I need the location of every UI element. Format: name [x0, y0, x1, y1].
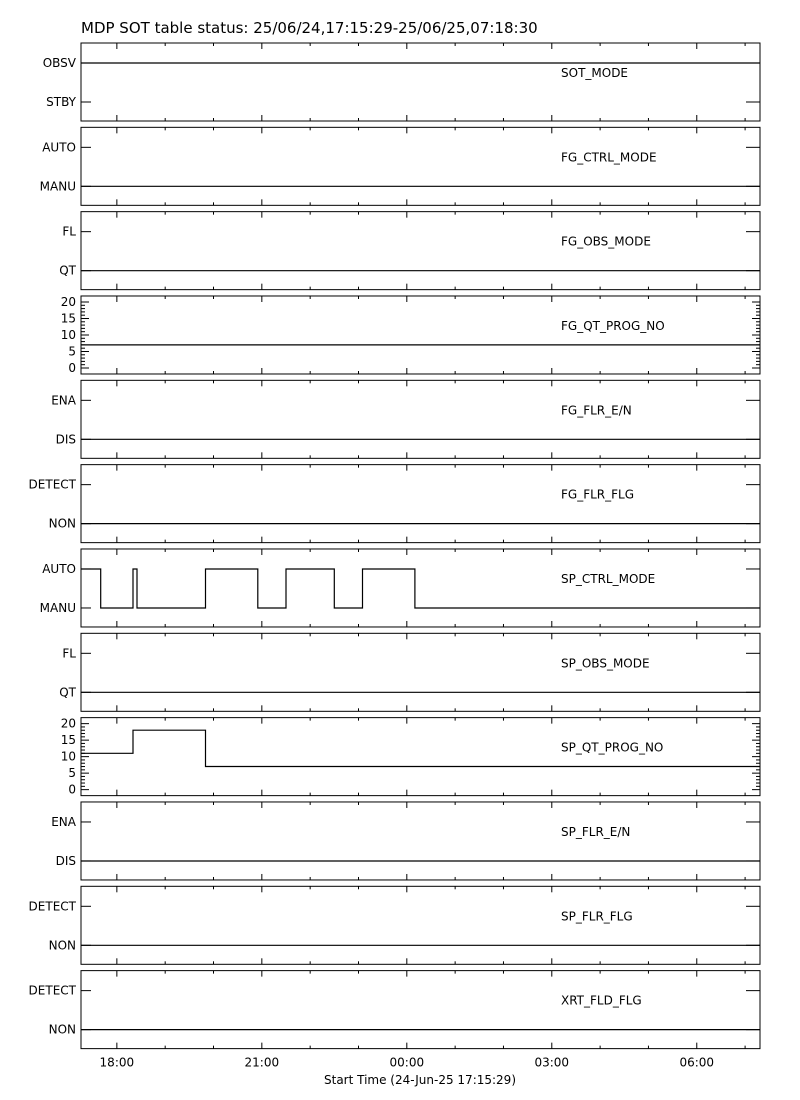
panel-frame: [81, 718, 760, 796]
panel-fg-flr-flg: [29, 465, 760, 543]
panel-xrt-fld-flg: [29, 971, 760, 1049]
series-label: XRT_FLD_FLG: [561, 993, 642, 1008]
y-tick-label: 10: [60, 327, 76, 342]
y-tick-label: DIS: [55, 853, 76, 868]
y-tick-label: 5: [68, 344, 76, 359]
series-label: SOT_MODE: [561, 66, 629, 80]
y-tick-label: FL: [62, 224, 76, 239]
y-tick-label: NON: [48, 1022, 76, 1037]
y-tick-label: ENA: [51, 393, 76, 408]
panel-frame: [81, 43, 760, 121]
series-label: FG_FLR_FLG: [561, 487, 635, 502]
y-tick-label: ENA: [51, 814, 76, 829]
series-label: SP_FLR_FLG: [561, 909, 633, 924]
panel-fg-ctrl-mode: [40, 127, 760, 205]
y-tick-label: 15: [60, 733, 76, 748]
y-tick-label: 10: [60, 749, 76, 764]
y-tick-label: 0: [68, 782, 76, 797]
panel-frame: [81, 802, 760, 880]
series-label: SP_QT_PROG_NO: [561, 740, 664, 755]
x-tick-label: 00:00: [389, 1055, 425, 1070]
panel-sp-flr-e-n: [51, 802, 760, 880]
panel-fg-flr-e-n: [51, 380, 760, 458]
x-tick-label: 03:00: [534, 1055, 570, 1070]
panel-frame: [81, 127, 760, 205]
y-tick-label: 0: [68, 360, 76, 375]
series-label: FG_FLR_E/N: [561, 403, 632, 418]
y-tick-label: STBY: [46, 95, 76, 109]
y-tick-label: 5: [68, 766, 76, 781]
panel-fg-qt-prog-no: [61, 295, 760, 375]
y-tick-label: 20: [60, 716, 76, 731]
y-tick-label: QT: [59, 263, 76, 278]
y-tick-label: OBSV: [42, 56, 76, 70]
x-tick-label: 06:00: [679, 1055, 715, 1070]
series-label: SP_FLR_E/N: [561, 824, 631, 839]
panel-sp-obs-mode: [59, 633, 760, 711]
panel-fg-obs-mode: [59, 212, 760, 290]
y-tick-label: FL: [62, 646, 76, 661]
panel-sp-flr-flg: [29, 886, 760, 964]
y-tick-label: QT: [59, 685, 76, 700]
y-tick-label: AUTO: [42, 140, 76, 155]
y-tick-label: DIS: [55, 432, 76, 447]
y-tick-label: MANU: [39, 600, 76, 615]
x-tick-labels: [100, 1056, 715, 1070]
panel-frame: [81, 380, 760, 458]
panel-frame: [81, 971, 760, 1049]
y-tick-label: AUTO: [42, 561, 76, 576]
panel-sot-mode: [43, 43, 760, 121]
panel-frame: [81, 886, 760, 964]
series-label: SP_OBS_MODE: [561, 656, 650, 671]
panel-frame: [81, 633, 760, 711]
series-line-sp-ctrl-mode: [81, 569, 760, 608]
y-tick-label: NON: [48, 938, 76, 953]
series-label: FG_QT_PROG_NO: [561, 318, 665, 333]
panel-frame: [81, 296, 760, 374]
x-axis-label: Start Time (24-Jun-25 17:15:29): [324, 1073, 516, 1087]
panel-frame: [81, 549, 760, 627]
y-tick-label: DETECT: [28, 477, 76, 492]
chart-title: MDP SOT table status: 25/06/24,17:15:29-25/06/25,07:18:30: [81, 19, 538, 37]
x-tick-label: 21:00: [244, 1055, 280, 1070]
y-tick-label: DETECT: [28, 983, 76, 998]
y-tick-label: 15: [60, 311, 76, 326]
y-tick-label: MANU: [39, 179, 76, 194]
y-tick-label: DETECT: [28, 899, 76, 914]
panel-frame: [81, 465, 760, 543]
panel-frame: [81, 212, 760, 290]
series-label: SP_CTRL_MODE: [561, 571, 656, 586]
y-tick-label: NON: [48, 516, 76, 531]
panels: [29, 43, 760, 1049]
x-tick-label: 18:00: [99, 1055, 135, 1070]
series-label: FG_CTRL_MODE: [561, 150, 657, 165]
panel-sp-ctrl-mode: [40, 549, 760, 627]
y-tick-label: 20: [60, 294, 76, 309]
panel-sp-qt-prog-no: [61, 717, 760, 797]
series-label: FG_OBS_MODE: [561, 234, 651, 249]
